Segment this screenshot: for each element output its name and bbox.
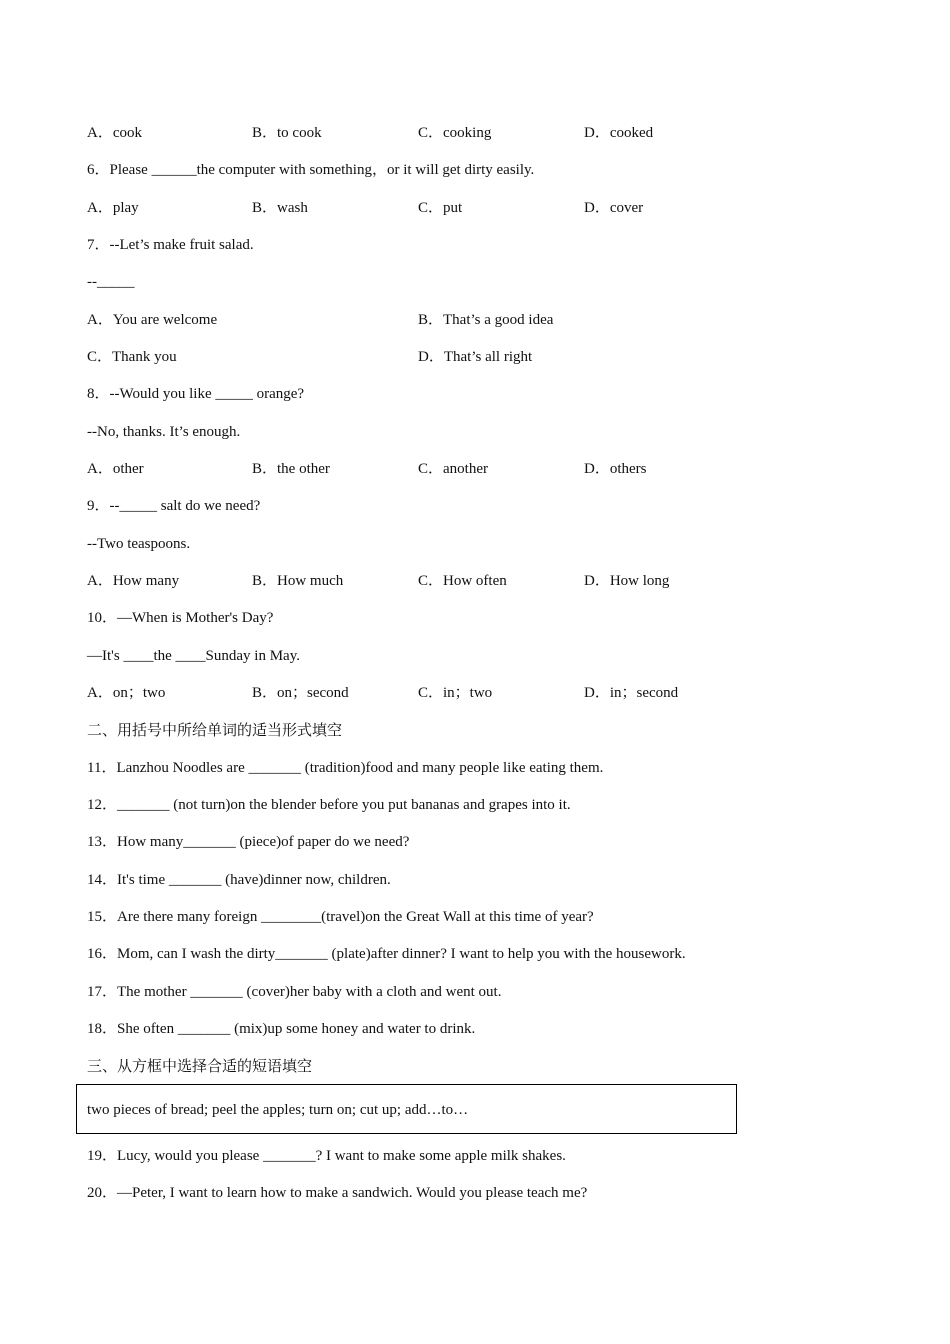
section-3-heading: 三、从方框中选择合适的短语填空 (87, 1057, 313, 1075)
q5-option-a: A．cook (87, 125, 142, 141)
q7-stem: 7．--Let’s make fruit salad. (87, 237, 254, 253)
phrase-item: 20．—Peter, I want to learn how to make a sandwich. Would you please teach me? (87, 1185, 588, 1201)
q10-option-c: C．in；two (418, 685, 493, 701)
fill-in-item: 11．Lanzhou Noodles are _______ (tradition)food and many people like eating them. (87, 760, 604, 776)
q10-option-a: A．on；two (87, 685, 166, 701)
q7-option-a: A．You are welcome (87, 312, 218, 328)
q10-option-b: B．on；second (252, 685, 349, 701)
q5-option-d: D．cooked (584, 125, 654, 141)
section-2-heading: 二、用括号中所给单词的适当形式填空 (87, 721, 343, 739)
q10-reply: —It's ____the ____Sunday in May. (87, 648, 300, 664)
fill-in-item: 14．It's time _______ (have)dinner now, children. (87, 872, 391, 888)
q6-option-b: B．wash (252, 200, 308, 216)
q7-option-b: B．That’s a good idea (418, 312, 554, 328)
q10-option-d: D．in；second (584, 685, 679, 701)
q8-option-b: B．the other (252, 461, 330, 477)
q9-option-a: A．How many (87, 573, 180, 589)
q9-reply: --Two teaspoons. (87, 536, 191, 552)
q9-option-c: C．How often (418, 573, 507, 589)
q9-option-d: D．How long (584, 573, 670, 589)
q8-reply: --No, thanks. It’s enough. (87, 424, 241, 440)
q8-option-d: D．others (584, 461, 647, 477)
phrase-box-text: two pieces of bread; peel the apples; turn on; cut up; add…to… (87, 1102, 469, 1118)
q8-option-c: C．another (418, 461, 488, 477)
fill-in-item: 15．Are there many foreign ________(travel)on the Great Wall at this time of year? (87, 909, 594, 925)
q8-stem: 8．--Would you like _____ orange? (87, 386, 305, 402)
phrase-box (76, 1084, 737, 1134)
q6-option-c: C．put (418, 200, 463, 216)
q9-option-b: B．How much (252, 573, 344, 589)
q7-reply: --_____ (87, 274, 135, 290)
q7-option-d: D．That’s all right (418, 349, 533, 365)
q5-option-c: C．cooking (418, 125, 492, 141)
q6-stem: 6．Please ______the computer with something，or it will get dirty easily. (87, 162, 535, 178)
fill-in-item: 12．_______ (not turn)on the blender before you put bananas and grapes into it. (87, 797, 571, 813)
q7-option-c: C．Thank you (87, 349, 177, 365)
q9-stem: 9．--_____ salt do we need? (87, 498, 261, 514)
q10-stem: 10．—When is Mother's Day? (87, 610, 274, 626)
fill-in-item: 13．How many_______ (piece)of paper do we need? (87, 834, 410, 850)
q8-option-a: A．other (87, 461, 144, 477)
q5-option-b: B．to cook (252, 125, 322, 141)
fill-in-item: 16．Mom, can I wash the dirty_______ (plate)after dinner? I want to help you with the housework. (87, 946, 686, 962)
q6-option-d: D．cover (584, 200, 644, 216)
fill-in-item: 17．The mother _______ (cover)her baby with a cloth and went out. (87, 984, 502, 1000)
q6-option-a: A．play (87, 200, 139, 216)
phrase-item: 19．Lucy, would you please _______? I want to make some apple milk shakes. (87, 1148, 566, 1164)
fill-in-item: 18．She often _______ (mix)up some honey and water to drink. (87, 1021, 476, 1037)
